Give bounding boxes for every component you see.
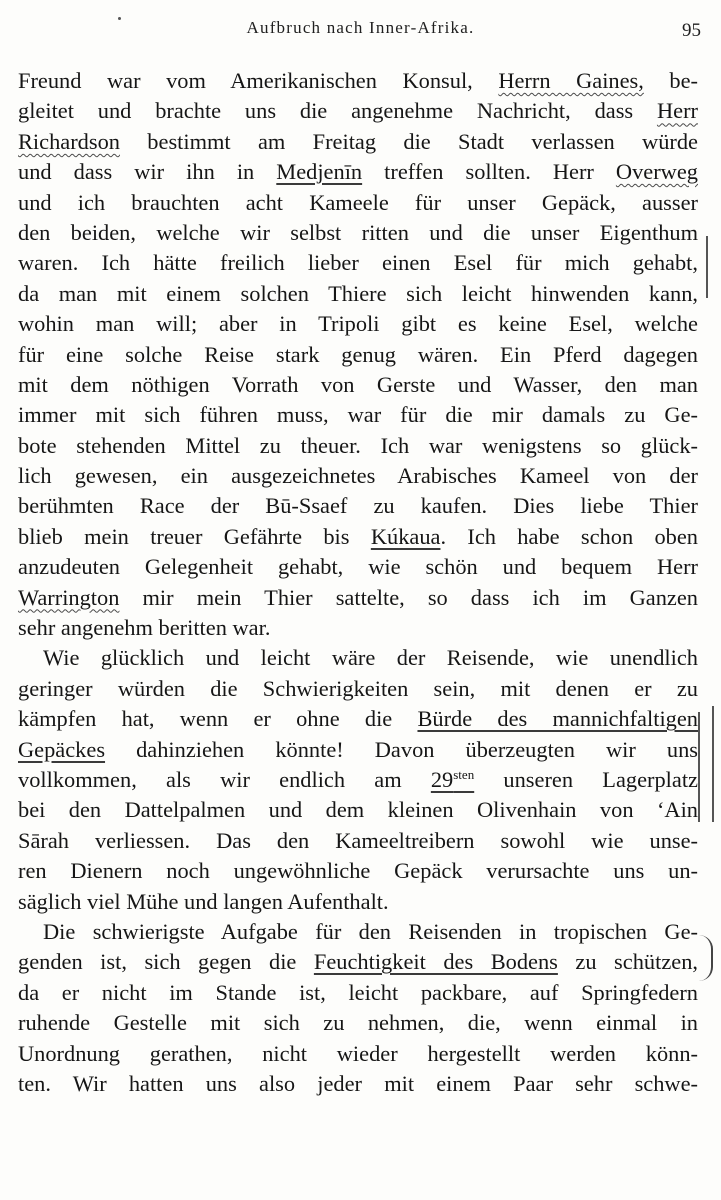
pencil-underlined-phrase [18,737,105,762]
text-run [362,159,616,184]
text-run [18,190,698,215]
text-line [18,491,698,521]
text-run [18,250,698,275]
text-line [18,279,698,309]
text-run [18,68,498,93]
body-text [18,66,698,1099]
pencil-underlined-name [498,68,644,93]
text-run [18,159,276,184]
pencil-underlined-phrase [314,949,558,974]
text-line [18,704,698,734]
text-line [18,188,698,218]
text-run [18,554,698,579]
page-header [0,18,721,46]
text-line [18,1039,698,1069]
text-run-content: Sārah verliessen. Das den Kameeltreibern sowohl wie unse- [18,827,698,853]
text-run-content: den beiden, welche wir selbst ritten und die unser Eigenthum [18,219,698,245]
text-run [18,1010,698,1035]
text-line [18,370,698,400]
text-run-content: Bürde des mannichfaltigen [417,706,698,732]
text-run-content: wohin man will; aber in Tripoli gibt es keine Esel, welche [18,311,698,337]
text-line [18,96,698,126]
text-run-content: . Ich habe schon oben [440,523,698,549]
text-line [18,643,698,673]
text-run [18,311,698,336]
text-run [18,706,417,731]
text-line [18,552,698,582]
text-run-content: ten. Wir hatten uns also jeder mit einem Paar sehr schwe- [18,1070,698,1096]
text-run-content: immer mit sich führen muss, war für die mir damals zu Ge- [18,402,698,428]
pencil-underlined-phrase [417,706,698,731]
text-line [18,461,698,491]
text-run [474,767,698,792]
text-run-content: gleitet und brachte uns die angenehme Nachricht, dass [18,98,657,124]
margin-pencil-bracket [697,935,713,981]
text-run-content: Overweg [615,159,698,185]
text-line [18,613,698,643]
text-line [18,917,698,947]
text-run-content: da man mit einem solchen Thiere sich leicht hinwenden kann, [18,280,698,306]
text-run-content: zu schützen, [557,949,698,975]
text-run-content: genden ist, sich gegen die [18,949,314,975]
text-line [18,157,698,187]
text-run-content: berühmten Race der Bū-Ssaef zu kaufen. Dies liebe Thier [18,493,698,519]
text-run-content: Kúkaua [370,523,441,549]
text-run-content: blieb mein treuer Gefährte bis [18,523,371,549]
text-run-content: Freund war vom Amerikanischen Konsul, [18,68,499,93]
text-line [18,947,698,977]
text-run-content: mir mein Thier sattelte, so dass ich im Ganzen [119,584,698,610]
text-run-content: sehr angenehm beritten war. [18,615,271,641]
text-line [18,522,698,552]
text-line [18,431,698,461]
text-run-content: Gepäckes [18,736,106,762]
text-run-content: bei den Dattelpalmen und dem kleinen Olivenhain von ‘Ain [18,797,698,823]
text-line [18,674,698,704]
text-run-content: be- [643,68,699,93]
text-line [18,856,698,886]
page-number: 95 [682,20,701,41]
text-run [18,767,431,792]
superscript-suffix: sten [453,766,475,782]
text-run-content: Richardson [18,128,120,154]
text-line [18,826,698,856]
text-run [18,372,698,397]
text-run-content: und ich brauchten acht Kameele für unser Gepäck, ausser [18,189,698,215]
pencil-underlined-name [616,159,698,184]
text-run-content: da er nicht im Stande ist, leicht packbare, auf Springfedern [18,979,698,1005]
text-run [18,949,314,974]
text-run-content: bote stehenden Mittel zu theuer. Ich war wenigstens so glück- [18,432,698,458]
text-run [18,433,698,458]
text-line [18,248,698,278]
text-run [18,828,698,853]
text-run-content: Wie glücklich und leicht wäre der Reisende, wie unendlich [43,645,698,671]
text-run-content: Herr [656,98,698,124]
text-run [18,676,698,701]
pencil-underlined-name [18,129,120,154]
text-run-content: anzudeuten Gelegenheit gehabt, wie schön und bequem Herr [18,554,698,580]
text-line [18,887,698,917]
text-run-content: Feuchtigkeit des Bodens [313,949,558,975]
text-run [18,1041,698,1066]
text-run-content: Die schwierigste Aufgabe für den Reisenden in tropischen Ge- [43,918,698,944]
text-run [18,524,371,549]
text-run [18,98,657,123]
text-run [558,949,698,974]
text-run [18,281,698,306]
text-run-content: treffen sollten. Herr [362,159,616,185]
margin-pencil-mark [706,236,708,298]
text-run [43,919,698,944]
pencil-underlined-name [18,585,119,610]
pencil-underlined-name [657,98,698,123]
text-run-content: unseren Lagerplatz [474,766,698,792]
text-line [18,1069,698,1099]
text-line [18,765,698,795]
text-run [119,585,698,610]
text-line [18,66,698,96]
margin-pencil-mark [698,712,700,822]
text-line [18,400,698,430]
pencil-underlined-phrase [371,524,441,549]
text-run-content: und dass wir ihn in [18,159,277,185]
text-run [105,737,698,762]
text-run-content: Medjenīn [276,159,363,185]
text-run [18,889,389,914]
text-line [18,978,698,1008]
text-line [18,218,698,248]
pencil-underlined-phrase [276,159,362,184]
text-run-content: lich gewesen, ein ausgezeichnetes Arabisches Kameel von der [18,463,698,489]
text-run [440,524,698,549]
text-run [43,645,698,670]
margin-pencil-mark [712,706,714,822]
text-run-content: Warrington [18,584,120,610]
text-line [18,127,698,157]
text-run-content: kämpfen hat, wenn er ohne die [18,706,418,732]
text-run [18,980,698,1005]
text-run-content: säglich viel Mühe und langen Aufenthalt. [18,888,389,914]
text-run [120,129,698,154]
text-run-content: geringer würden die Schwierigkeiten sein, mit denen er zu [18,675,698,701]
text-run [18,615,270,640]
text-run-content: Herrn Gaines, [498,68,644,93]
running-head: Aufbruch nach Inner-Afrika. [246,18,475,37]
text-run [18,493,698,518]
text-run-content: waren. Ich hätte freilich lieber einen Esel für mich gehabt, [18,250,698,276]
text-line [18,340,698,370]
text-run [18,463,698,488]
text-run-content: mit dem nöthigen Vorrath von Gerste und Wasser, den man [18,371,698,397]
text-run [18,1071,698,1096]
text-run [18,220,698,245]
text-run [18,797,698,822]
text-line [18,309,698,339]
text-run-content: bestimmt am Freitag die Stadt verlassen würde [119,128,698,154]
text-run [18,402,698,427]
text-line [18,1008,698,1038]
text-run [18,858,698,883]
text-run-content: ruhende Gestelle mit sich zu nehmen, die, wenn einmal in [18,1010,698,1036]
text-line [18,795,698,825]
text-line [18,583,698,613]
text-run [18,342,698,367]
text-run-content: vollkommen, als wir endlich am [18,766,431,792]
text-run-content: Unordnung gerathen, nicht wieder hergestellt werden könn- [18,1040,698,1066]
text-run-content: dahinziehen könnte! Davon überzeugten wir uns [105,736,698,762]
text-run-content: ren Dienern noch ungewöhnliche Gepäck verursachte uns un- [18,858,698,884]
text-run-content: 29 [430,766,454,792]
pencil-underlined-phrase [431,767,474,792]
text-run [644,68,698,93]
text-run-content: für eine solche Reise stark genug wären. Ein Pferd dagegen [18,341,698,367]
text-line [18,735,698,765]
